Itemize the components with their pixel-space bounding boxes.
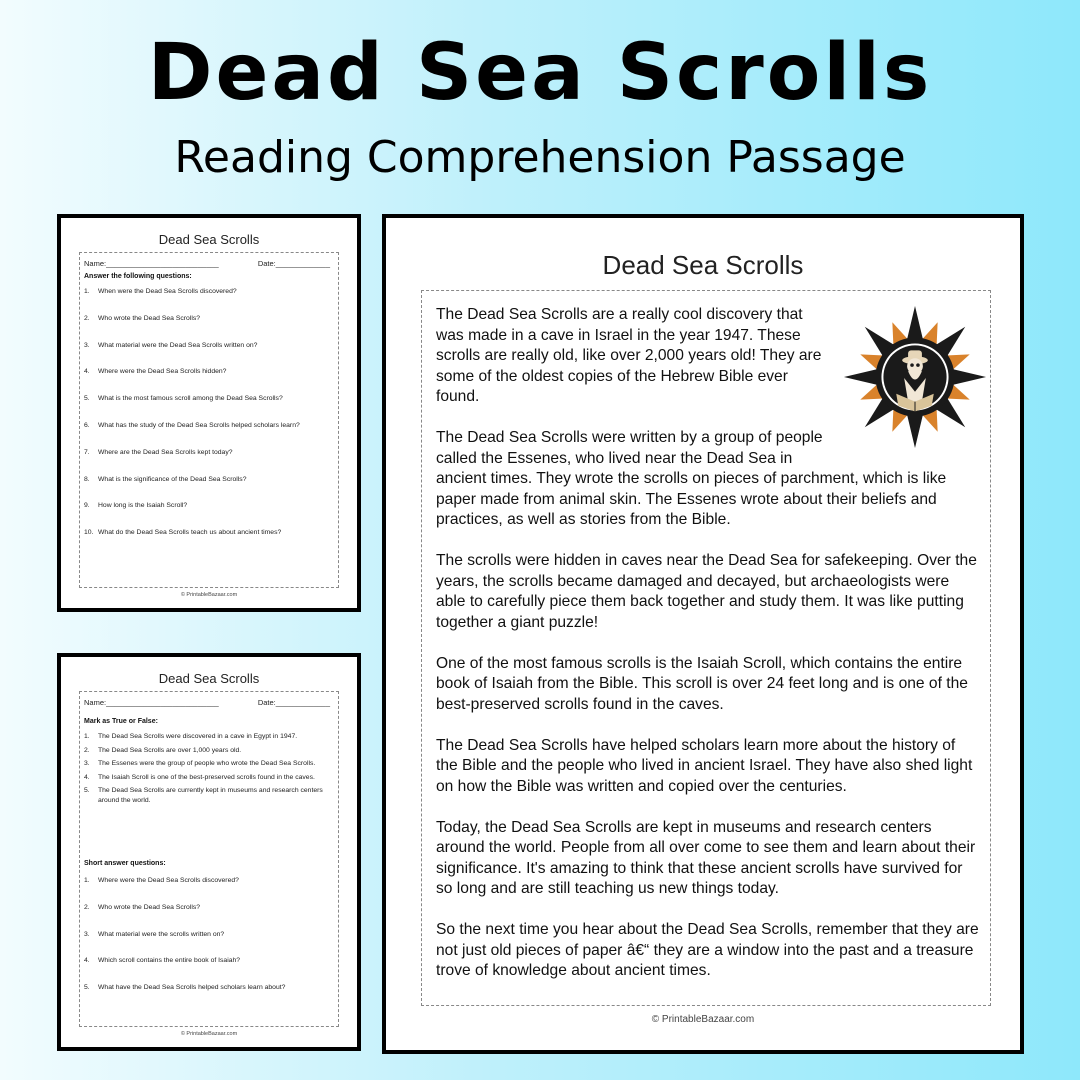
question-item	[84, 773, 334, 783]
passage-paragraph: So the next time you hear about the Dead Sea Scrolls, remember that they are not just old pieces of paper â€“ they are a window into the past and a treasure trove of knowledge about ancient times.	[436, 921, 979, 979]
question-item	[84, 930, 334, 940]
worksheet-preview-questions	[57, 214, 361, 612]
passage-frame	[421, 290, 991, 1006]
page-subtitle: Reading Comprehension Passage	[174, 132, 906, 183]
question-text: What material were the scrolls written on?	[98, 930, 225, 938]
passage-paragraph: The scrolls were hidden in caves near the Dead Sea for safekeeping. Over the years, the scrolls became damaged and decayed, but archaeologists were able to carefully piece them back together and study them. It was like putting together a giant puzzle!	[436, 552, 977, 631]
question-number: 1.	[84, 733, 90, 740]
scholar-reading-scroll-sunburst-icon	[841, 303, 989, 451]
name-field: Name:___________________________	[84, 259, 219, 268]
question-text: Which scroll contains the entire book of Isaiah?	[98, 957, 241, 965]
passage-paragraph: The Dead Sea Scrolls have helped scholars learn more about the history of the Bible and the people who lived in ancient Israel. They have also shed light on how the Bible was written and copied over the centuries.	[436, 736, 973, 795]
passage-page	[382, 214, 1024, 1054]
name-date-row	[84, 259, 334, 271]
question-item	[84, 367, 334, 377]
page-title: Dead Sea Scrolls	[147, 28, 933, 118]
question-number: 7.	[84, 448, 90, 456]
question-number: 2.	[84, 314, 90, 322]
question-text: The Dead Sea Scrolls are currently kept in museums and research centers around the world.	[98, 787, 323, 804]
passage-paragraph: Today, the Dead Sea Scrolls are kept in museums and research centers around the world. People from all over come to see them and learn about their significance. It's amazing to think that these ancient scrolls have survived for so long and are still teaching us new things today.	[436, 818, 976, 897]
question-item	[84, 341, 334, 351]
passage-paragraph: The Dead Sea Scrolls are a really cool discovery that was made in a cave in Israel in the year 1947. These scrolls are really old, like over 2,000 years old! They are some of the oldest copies of the Hebrew Bible ever found.	[436, 306, 822, 405]
name-field: Name:___________________________	[84, 698, 219, 707]
question-number: 6.	[84, 422, 90, 429]
question-item	[84, 501, 334, 511]
worksheet-body	[79, 691, 339, 1027]
question-number: 5.	[84, 395, 90, 403]
question-number: 5.	[84, 984, 90, 992]
question-text: What have the Dead Sea Scrolls helped scholars learn about?	[98, 984, 286, 992]
question-text: What has the study of the Dead Sea Scrolls helped scholars learn?	[98, 422, 300, 429]
passage-paragraph: The Dead Sea Scrolls were written by a group of people called the Essenes, who lived near the Dead Sea in ancient times. They wrote the scrolls on pieces of parchment, which is like paper made from animal skin. The Essenes wrote about their beliefs and practices, as well as stories from the Bible.	[436, 429, 947, 528]
true-false-heading: Mark as True or False:	[84, 718, 158, 725]
sunburst-ray	[952, 369, 986, 385]
question-number: 2.	[84, 903, 90, 911]
question-item	[84, 759, 334, 769]
question-number: 3.	[84, 341, 90, 349]
question-number: 2.	[84, 746, 90, 754]
question-item	[84, 528, 334, 538]
question-number: 3.	[84, 760, 90, 767]
question-number: 9.	[84, 502, 90, 510]
question-item	[84, 956, 334, 966]
question-text: Who wrote the Dead Sea Scrolls?	[98, 314, 201, 322]
sunburst-ray	[844, 369, 878, 385]
passage-title: Dead Sea Scrolls	[602, 250, 804, 280]
question-text: The Essenes were the group of people who wrote the Dead Sea Scrolls.	[98, 760, 316, 767]
date-field: Date:_____________	[257, 259, 330, 268]
worksheet-title: Dead Sea Scrolls	[158, 671, 260, 686]
sunburst-ray	[907, 414, 923, 448]
question-text: How long is the Isaiah Scroll?	[98, 502, 188, 510]
question-text: The Dead Sea Scrolls are over 1,000 years old.	[98, 746, 242, 754]
question-item	[84, 475, 334, 485]
question-text: What is the most famous scroll among the Dead Sea Scrolls?	[98, 395, 283, 403]
question-item	[84, 983, 334, 993]
question-item	[84, 746, 334, 756]
worksheet-title: Dead Sea Scrolls	[158, 232, 260, 247]
question-item	[84, 314, 334, 324]
question-item	[84, 394, 334, 404]
name-date-row	[84, 698, 334, 710]
section-heading: Answer the following questions:	[84, 273, 192, 280]
question-number: 1.	[84, 288, 90, 295]
question-text: Where are the Dead Sea Scrolls kept today?	[98, 448, 233, 456]
copyright-credit: © PrintableBazaar.com	[180, 592, 238, 598]
question-number: 4.	[84, 368, 90, 376]
question-text: Where were the Dead Sea Scrolls hidden?	[98, 368, 227, 376]
question-item	[84, 287, 334, 297]
worksheet-preview-true-false	[57, 653, 361, 1051]
question-text: When were the Dead Sea Scrolls discovered?	[98, 288, 237, 295]
passage-paragraph: One of the most famous scrolls is the Isaiah Scroll, which contains the entire book of Isaiah from the Bible. This scroll is over 24 feet long and is one of the best-preserved scrolls found in the caves.	[436, 654, 968, 713]
passage-text	[436, 305, 981, 1002]
question-item	[84, 903, 334, 913]
question-number: 8.	[84, 475, 90, 483]
question-number: 4.	[84, 773, 90, 781]
question-text: Where were the Dead Sea Scrolls discovered?	[98, 877, 239, 884]
question-item	[84, 786, 334, 806]
date-field: Date:_____________	[257, 698, 330, 707]
question-number: 10.	[84, 529, 94, 537]
question-item	[84, 732, 334, 742]
question-text: The Dead Sea Scrolls were discovered in a cave in Egypt in 1947.	[98, 733, 298, 740]
sunburst-ray	[907, 306, 923, 340]
question-item	[84, 876, 334, 886]
question-text: What do the Dead Sea Scrolls teach us about ancient times?	[98, 529, 282, 537]
question-number: 5.	[84, 787, 90, 794]
copyright-credit: © PrintableBazaar.com	[651, 1014, 755, 1025]
question-text: The Isaiah Scroll is one of the best-preserved scrolls found in the caves.	[98, 773, 315, 781]
short-answer-heading: Short answer questions:	[84, 860, 166, 867]
question-number: 4.	[84, 957, 90, 965]
question-item	[84, 448, 334, 458]
question-number: 3.	[84, 930, 90, 938]
copyright-credit: © PrintableBazaar.com	[180, 1031, 238, 1037]
question-text: Who wrote the Dead Sea Scrolls?	[98, 903, 201, 911]
question-number: 1.	[84, 877, 90, 884]
question-item	[84, 421, 334, 431]
question-text: What material were the Dead Sea Scrolls written on?	[98, 341, 258, 349]
worksheet-body	[79, 252, 339, 588]
question-text: What is the significance of the Dead Sea Scrolls?	[98, 475, 247, 483]
